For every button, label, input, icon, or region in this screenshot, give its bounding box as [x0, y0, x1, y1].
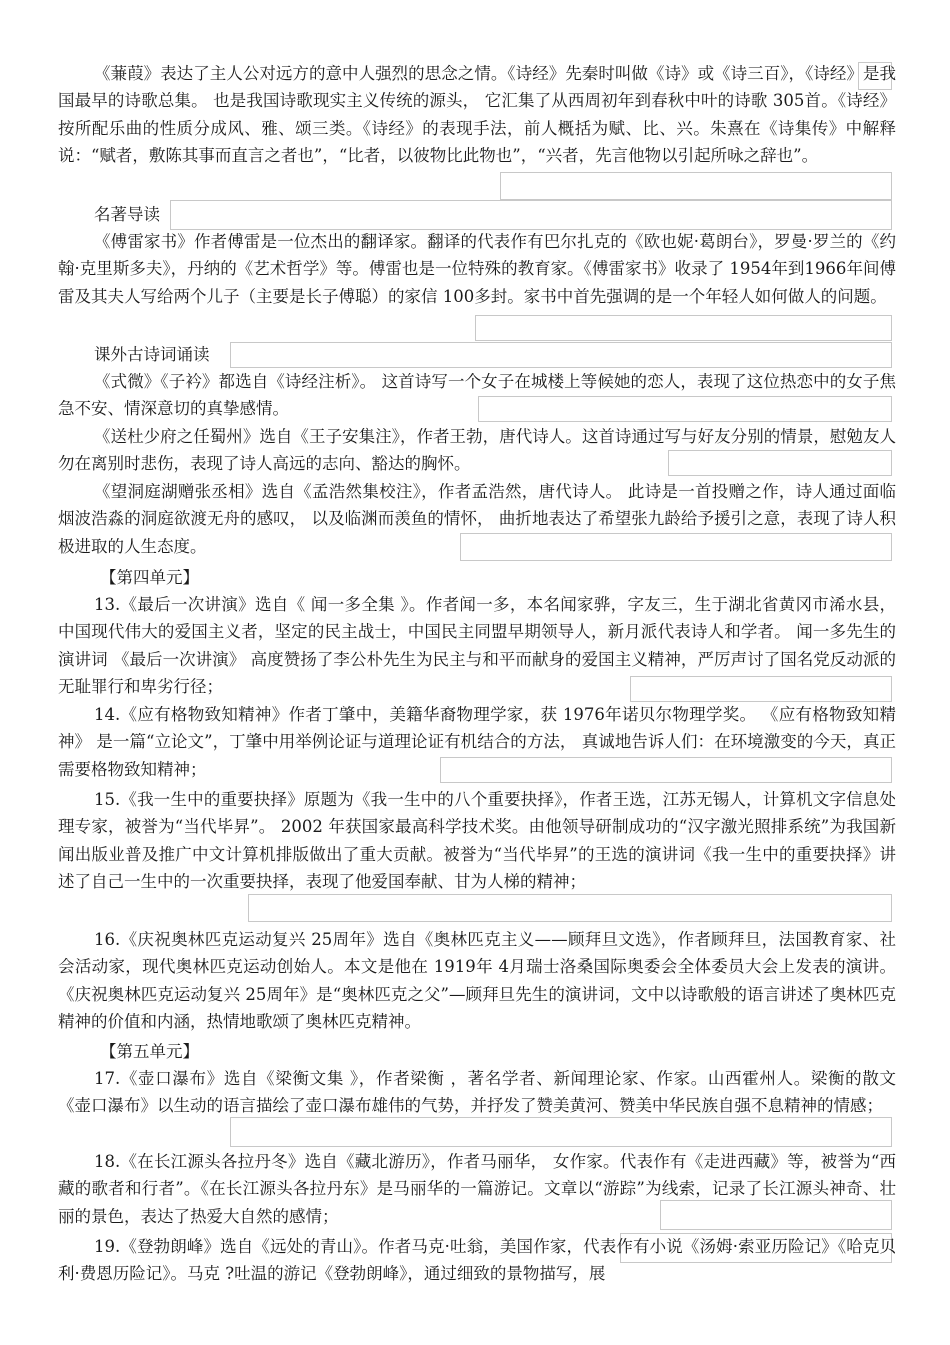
- scan-frame: [230, 342, 892, 368]
- paragraph-16: 16.《庆祝奥林匹克运动复兴 25周年》选自《奥林匹克主义——顾拜旦文选》，作者顾拜旦，法国教育家、社会活动家，现代奥林匹克运动创始人。本文是他在 1919年 4月瑞士洛桑国际奥委会全体委员大会上发表的演讲。《庆祝奥林匹克运动复兴 25周年》是“奥林匹克之父”—顾拜旦先生的演讲词，文中以诗歌般的语言讲述了奥林匹克精神的价值和内涵，热情地歌颂了奥林匹克精神。: [58, 930, 896, 1031]
- paragraph-jianjia: 《蒹葭》表达了主人公对远方的意中人强烈的思念之情。《诗经》先秦时叫做《诗》或《诗三百》，《诗经》是我国最早的诗歌总集。 也是我国诗歌现实主义传统的源头， 它汇集了从西周初年到春秋中叶的诗歌 305首。《诗经》按所配乐曲的性质分成风、雅、颂三类。《诗经》的表现手法，前人概括为赋、比、兴。朱熹在《诗集传》中解释说：“赋者，敷陈其事而直言之者也”，“比者，以彼物比此物也”，“兴者，先言他物以引起所咏之辞也”。: [58, 64, 896, 165]
- paragraph-15: 15.《我一生中的重要抉择》原题为《我一生中的八个重要抉择》，作者王选，江苏无锡人，计算机文字信息处理专家，被誉为“当代毕昇”。 2002 年获国家最高科学技术奖。由他领导研制成功的“汉字激光照排系统”为我国新闻出版业普及推广中文计算机排版做出了重大贡献。被誉为“当代毕昇”的王选的演讲词《我一生中的重要抉择》讲述了自己一生中的一次重要抉择，表现了他爱国奉献、甘为人梯的精神；: [58, 790, 896, 891]
- paragraph-songdu: 《送杜少府之任蜀州》选自《王子安集注》，作者王勃，唐代诗人。这首诗通过写与好友分别的情景，慰勉友人勿在离别时悲伤，表现了诗人高远的志向、豁达的胸怀。: [58, 427, 896, 474]
- paragraph-18: 18.《在长江源头各拉丹冬》选自《藏北游历》，作者马丽华， 女作家。代表作有《走进西藏》等，被誉为“西藏的歌者和行者”。《在长江源头各拉丹东》是马丽华的一篇游记。文章以“游踪”为线索，记录了长江源头神奇、壮丽的景色，表达了热爱大自然的感情；: [58, 1152, 896, 1226]
- section-heading-mingzhu: 名著导读: [94, 205, 160, 224]
- paragraph-17: 17.《壶口瀑布》选自《梁衡文集 》，作者梁衡 ，著名学者、新闻理论家、作家。山西霍州人。梁衡的散文《壶口瀑布》以生动的语言描绘了壶口瀑布雄伟的气势，并抒发了赞美黄河、赞美中华民族自强不息精神的情感；: [58, 1069, 896, 1116]
- scan-frame: [230, 1117, 892, 1147]
- scan-frame: [475, 315, 892, 341]
- paragraph-wangdongting: 《望洞庭湖赠张丞相》选自《孟浩然集校注》，作者孟浩然，唐代诗人。 此诗是一首投赠之作，诗人通过面临烟波浩淼的洞庭欲渡无舟的感叹， 以及临渊而羡鱼的情怀， 曲折地表达了希望张九龄给予援引之意，表现了诗人积极进取的人生态度。: [58, 482, 896, 556]
- paragraph-14: 14.《应有格物致知精神》作者丁肇中，美籍华裔物理学家，获 1976年诺贝尔物理学奖。 《应有格物致知精神》 是一篇“立论文”，丁肇中用举例论证与道理论证有机结合的方法， 真诚地告诉人们：在环境激变的今天，真正需要格物致知精神；: [58, 705, 896, 779]
- paragraph-19: 19.《登勃朗峰》选自《远处的青山》。作者马克·吐翁，美国作家，代表作有小说《汤姆·索亚历险记》《哈克贝利·费恩历险记》。马克 ?吐温的游记《登勃朗峰》，通过细致的景物描写，展: [58, 1237, 896, 1284]
- paragraph-shiwei: 《式微》《子衿》都选自《诗经注析》。 这首诗写一个女子在城楼上等候她的恋人，表现了这位热恋中的女子焦急不安、情深意切的真挚感情。: [58, 372, 896, 419]
- unit-heading-5: 【第五单元】: [100, 1042, 199, 1061]
- paragraph-13: 13.《最后一次讲演》选自《 闻一多全集 》。作者闻一多，本名闻家骅，字友三，生于湖北省黄冈市浠水县，中国现代伟大的爱国主义者，坚定的民主战士，中国民主同盟早期领导人，新月派代表诗人和学者。 闻一多先生的演讲词 《最后一次讲演》 高度赞扬了李公朴先生为民主与和平而献身的爱国主义精神，严厉声讨了国名党反动派的无耻罪行和卑劣行径；: [58, 595, 896, 696]
- scan-frame: [248, 894, 892, 922]
- paragraph-fulei: 《傅雷家书》作者傅雷是一位杰出的翻译家。翻译的代表作有巴尔扎克的《欧也妮·葛朗台》，罗曼·罗兰的《约翰·克里斯多夫》，丹纳的《艺术哲学》等。傅雷也是一位特殊的教育家。《傅雷家书》收录了 1954年到1966年间傅雷及其夫人写给两个儿子（主要是长子傅聪）的家信 100多封。家书中首先强调的是一个年轻人如何做人的问题。: [58, 232, 896, 306]
- section-heading-kewai: 课外古诗词诵读: [94, 345, 210, 364]
- scan-frame: [500, 172, 892, 200]
- scan-frame: [170, 200, 892, 230]
- unit-heading-4: 【第四单元】: [100, 568, 199, 587]
